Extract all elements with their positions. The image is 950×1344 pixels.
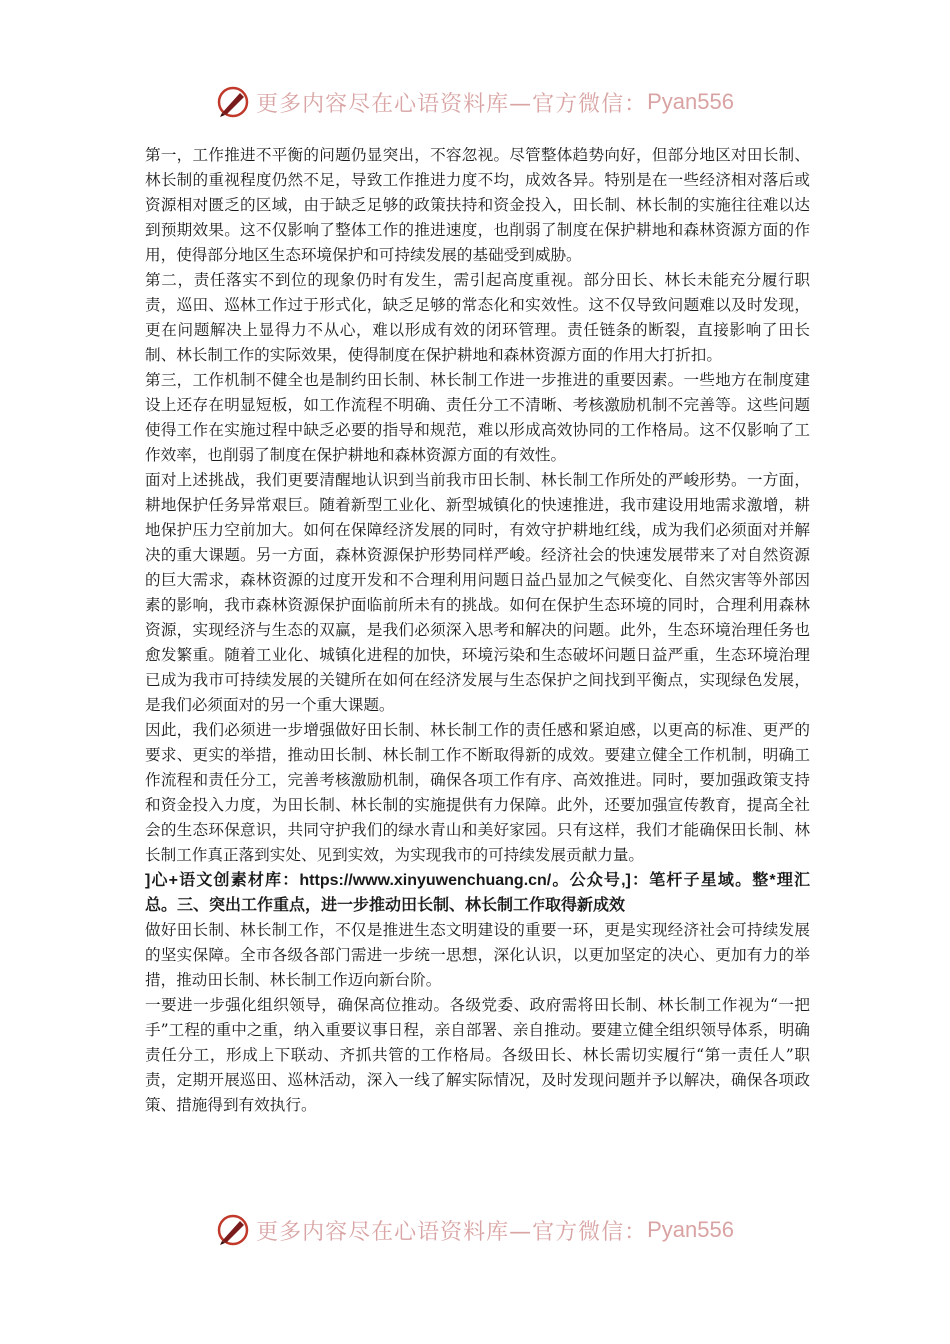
watermark-wechat-id: Pyan556 xyxy=(647,89,734,114)
paragraph-1: 第一，工作推进不平衡的问题仍显突出，不容忽视。尽管整体趋势向好，但部分地区对田长制、林长制的重视程度仍然不足，导致工作推进力度不均，成效各异。特别是在一些经济相对落后或资源相对匮乏的区域，由于缺乏足够的政策扶持和资金投入，田长制、林长制的实施往往难以达到预期效果。这不仅影响了整体工作的推进速度，也削弱了制度在保护耕地和森林资源方面的作用，使得部分地区生态环境保护和可持续发展的基础受到威胁。 xyxy=(145,146,810,264)
footer-watermark xyxy=(0,1210,950,1250)
watermark-wechat-id: Pyan556 xyxy=(647,1217,734,1242)
paragraph-6: 做好田长制、林长制工作，不仅是推进生态文明建设的重要一环，更是实现经济社会可持续发展的坚实保障。全市各级各部门需进一步统一思想，深化认识，以更加坚定的决心、更加有力的举措，推动田长制、林长制工作迈向新台阶。 xyxy=(145,921,810,989)
header-watermark xyxy=(0,82,950,122)
pen-logo-icon xyxy=(216,85,250,119)
paragraph-3: 第三，工作机制不健全也是制约田长制、林长制工作进一步推进的重要因素。一些地方在制度建设上还存在明显短板，如工作流程不明确、责任分工不清晰、考核激励机制不完善等。这些问题使得工作在实施过程中缺乏必要的指导和规范，难以形成高效协同的工作格局。这不仅影响了工作效率，也削弱了制度在保护耕地和森林资源方面的有效性。 xyxy=(145,371,810,464)
paragraph-4: 面对上述挑战，我们更要清醒地认识到当前我市田长制、林长制工作所处的严峻形势。一方面，耕地保护任务异常艰巨。随着新型工业化、新型城镇化的快速推进，我市建设用地需求激增，耕地保护压力空前加大。如何在保障经济发展的同时，有效守护耕地红线，成为我们必须面对并解决的重大课题。另一方面，森林资源保护形势同样严峻。经济社会的快速发展带来了对自然资源的巨大需求，森林资源的过度开发和不合理利用问题日益凸显加之气候变化、自然灾害等外部因素的影响，我市森林资源保护面临前所未有的挑战。如何在保护生态环境的同时，合理利用森林资源，实现经济与生态的双赢，是我们必须深入思考和解决的问题。此外，生态环境治理任务也愈发繁重。随着工业化、城镇化进程的加快，环境污染和生态破坏问题日益严重，生态环境治理已成为我市可持续发展的关键所在如何在经济发展与生态保护之间找到平衡点，实现绿色发展，是我们必须面对的另一个重大课题。 xyxy=(145,471,810,714)
paragraph-2: 第二，责任落实不到位的现象仍时有发生，需引起高度重视。部分田长、林长未能充分履行职责，巡田、巡林工作过于形式化，缺乏足够的常态化和实效性。这不仅导致问题难以及时发现，更在问题解决上显得力不从心，难以形成有效的闭环管理。责任链条的断裂，直接影响了田长制、林长制工作的实际效果，使得制度在保护耕地和森林资源方面的作用大打折扣。 xyxy=(145,271,810,364)
pen-logo-icon xyxy=(216,1213,250,1247)
paragraph-5: 因此，我们必须进一步增强做好田长制、林长制工作的责任感和紧迫感，以更高的标准、更严的要求、更实的举措，推动田长制、林长制工作不断取得新的成效。要建立健全工作机制，明确工作流程和责任分工，完善考核激励机制，确保各项工作有序、高效推进。同时，要加强政策支持和资金投入力度，为田长制、林长制的实施提供有力保障。此外，还要加强宣传教育，提高全社会的生态环保意识，共同守护我们的绿水青山和美好家园。只有这样，我们才能确保田长制、林长制工作真正落到实处、见到实效，为实现我市的可持续发展贡献力量。 xyxy=(145,721,810,864)
document-body xyxy=(145,143,810,1118)
watermark-text: 更多内容尽在心语资料库—官方微信： xyxy=(256,91,648,117)
paragraph-7: 一要进一步强化组织领导，确保高位推动。各级党委、政府需将田长制、林长制工作视为“一把手”工程的重中之重，纳入重要议事日程，亲自部署、亲自推动。要建立健全组织领导体系，明确责任分工，形成上下联动、齐抓共管的工作格局。各级田长、林长需切实履行“第一责任人”职责，定期开展巡田、巡林活动，深入一线了解实际情况，及时发现问题并予以解决，确保各项政策、措施得到有效执行。 xyxy=(145,996,810,1114)
watermark-text: 更多内容尽在心语资料库—官方微信： xyxy=(256,1219,648,1245)
section-heading: ]心+语文创素材库：https://www.xinyuwenchuang.cn/。公众号,]：笔杆子星域。整*理汇总。三、突出工作重点，进一步推动田长制、林长制工作取得新成效 xyxy=(145,872,810,914)
